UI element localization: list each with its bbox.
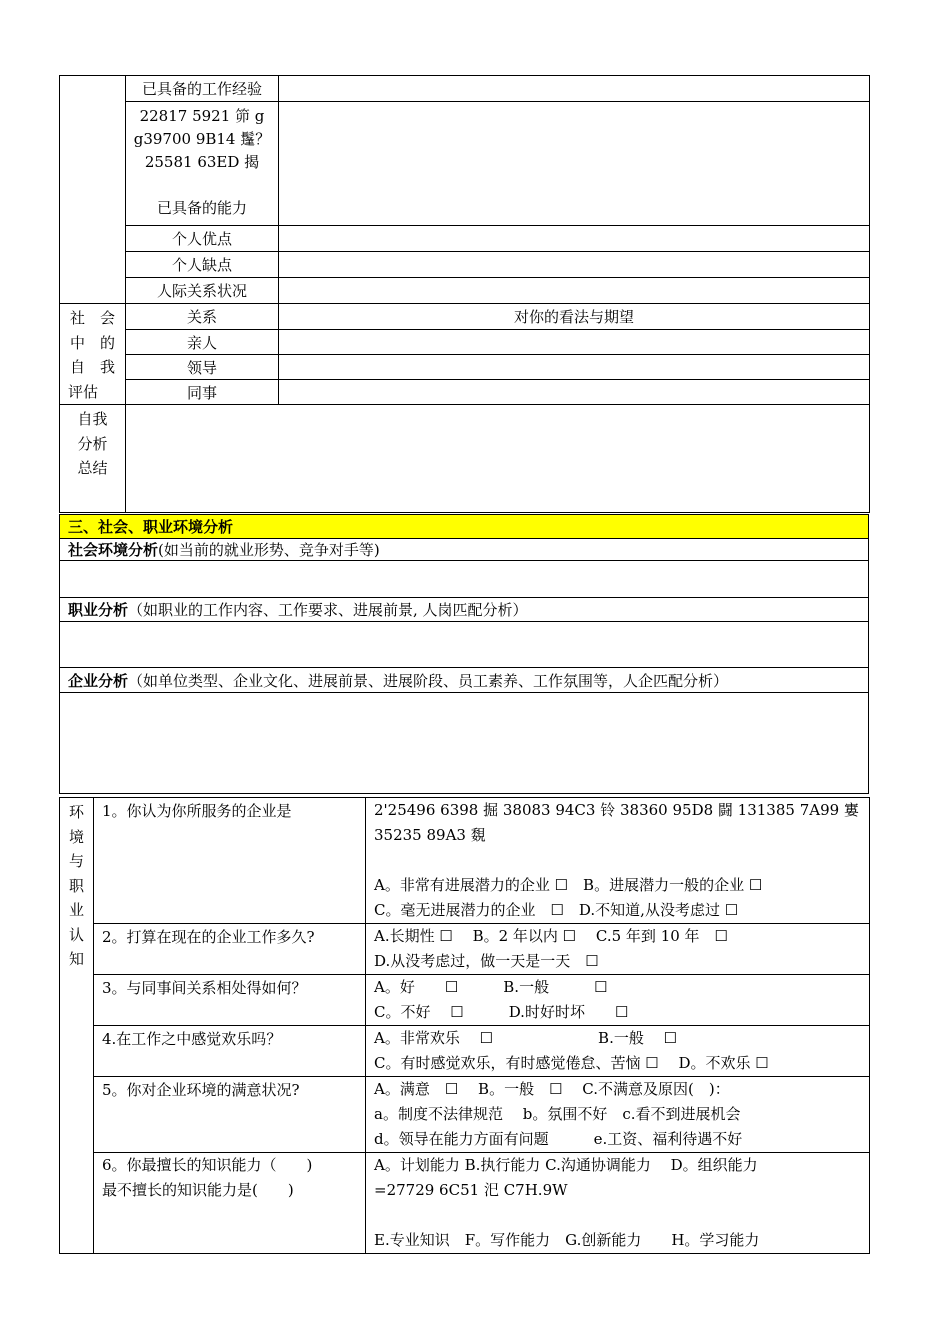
weakness-label: 个人缺点 [126, 252, 279, 278]
self-assessment-table [59, 75, 870, 513]
question-2: 2。打算在现在的企业工作多久? [94, 924, 366, 975]
answer-6[interactable]: A。计划能力 B.执行能力 C.沟通协调能力 D。组织能力 =27729 6C51 汜 C7H.9W E.专业知识 F。写作能力 G.创新能力 H。学习能力 [366, 1153, 870, 1254]
garbled-line: g39700 9B14 鬔？ [133, 130, 271, 148]
blank-side-cell [60, 76, 126, 304]
relation-colleague: 同事 [126, 380, 279, 405]
expectation-header: 对你的看法与期望 [279, 304, 870, 330]
ability-label: 已具备的能力 [156, 199, 247, 217]
answer-1-options-b[interactable]: C。毫无进展潜力的企业 ☐ D.不知道,从没考虑过 ☐ [374, 901, 739, 919]
relations-label: 人际关系状况 [126, 278, 279, 304]
answer-3[interactable]: A。好 ☐ B.一般 ☐ C。不好 ☐ D.时好时坏 ☐ [366, 975, 870, 1026]
answer-1[interactable]: 2'25496 6398 掘 38083 94C3 铃 38360 95D8 闘 131385 7A99 寠 35235 89A3 覣 A。非常有进展潜力的企业 ☐ B。进展潜力一般的企业 ☐ C。毫无进展潜力的企业 ☐ D.不知道,从没考虑过 ☐ [366, 798, 870, 924]
question-6: 6。你最擅长的知识能力（ ) 最不擅长的知识能力是( ) [94, 1153, 366, 1254]
colleague-expectation-field[interactable] [279, 380, 870, 405]
company-heading: 企业分析（如单位类型、企业文化、进展前景、进展阶段、员工素养、工作氛围等，人企匹配分析） [60, 668, 869, 693]
family-expectation-field[interactable] [279, 330, 870, 355]
ability-field[interactable] [279, 102, 870, 226]
work-exp-field[interactable] [279, 76, 870, 102]
work-exp-label: 已具备的工作经验 [126, 76, 279, 102]
section-title: 三、社会、职业环境分析 [60, 515, 869, 539]
answer-5[interactable]: A。满意 ☐ B。一般 ☐ C.不满意及原因( )： a。制度不法律规范 b。氛围不好 c.看不到进展机会 d。领导在能力方面有问题 e.工资、福利待遇不好 [366, 1077, 870, 1153]
relation-family: 亲人 [126, 330, 279, 355]
question-4: 4.在工作之中感觉欢乐吗？ [94, 1026, 366, 1077]
leader-expectation-field[interactable] [279, 355, 870, 380]
relation-leader: 领导 [126, 355, 279, 380]
relation-header: 关系 [126, 304, 279, 330]
answer-1-options-a[interactable]: A。非常有进展潜力的企业 ☐ B。进展潜力一般的企业 ☐ [374, 876, 763, 894]
social-eval-label: 社 会 中 的 自 我 评估 [60, 304, 126, 405]
question-1: 1。你认为你所服务的企业是 [94, 798, 366, 924]
relations-field[interactable] [279, 278, 870, 304]
environment-analysis-table [59, 514, 869, 794]
garbled-line: 22817 5921 笷 g [139, 107, 265, 125]
summary-label: 自我 分析 总结 [60, 405, 126, 513]
company-field[interactable] [60, 693, 869, 794]
cognition-side-label: 环 境 与 职 业 认 知 [60, 798, 94, 1254]
question-5: 5。你对企业环境的满意状况? [94, 1077, 366, 1153]
ability-label-cell [126, 102, 279, 226]
merits-field[interactable] [279, 226, 870, 252]
answer-4[interactable]: A。非常欢乐 ☐ B.一般 ☐ C。有时感觉欢乐，有时感觉倦怠、苦恼 ☐ D。不欢乐 ☐ [366, 1026, 870, 1077]
summary-field[interactable] [126, 405, 870, 513]
career-heading: 职业分析（如职业的工作内容、工作要求、进展前景, 人岗匹配分析） [60, 598, 869, 622]
answer-2[interactable]: A.长期性 ☐ B。2 年以内 ☐ C.5 年到 10 年 ☐ D.从没考虑过，做一天是一天 ☐ [366, 924, 870, 975]
garbled-line: 25581 63ED 揭 [144, 153, 260, 171]
social-env-heading: 社会环境分析(如当前的就业形势、竞争对手等) [60, 539, 869, 561]
cognition-table [59, 797, 870, 1254]
social-env-field[interactable] [60, 561, 869, 598]
weakness-field[interactable] [279, 252, 870, 278]
career-field[interactable] [60, 622, 869, 668]
question-3: 3。与同事间关系相处得如何？ [94, 975, 366, 1026]
merits-label: 个人优点 [126, 226, 279, 252]
